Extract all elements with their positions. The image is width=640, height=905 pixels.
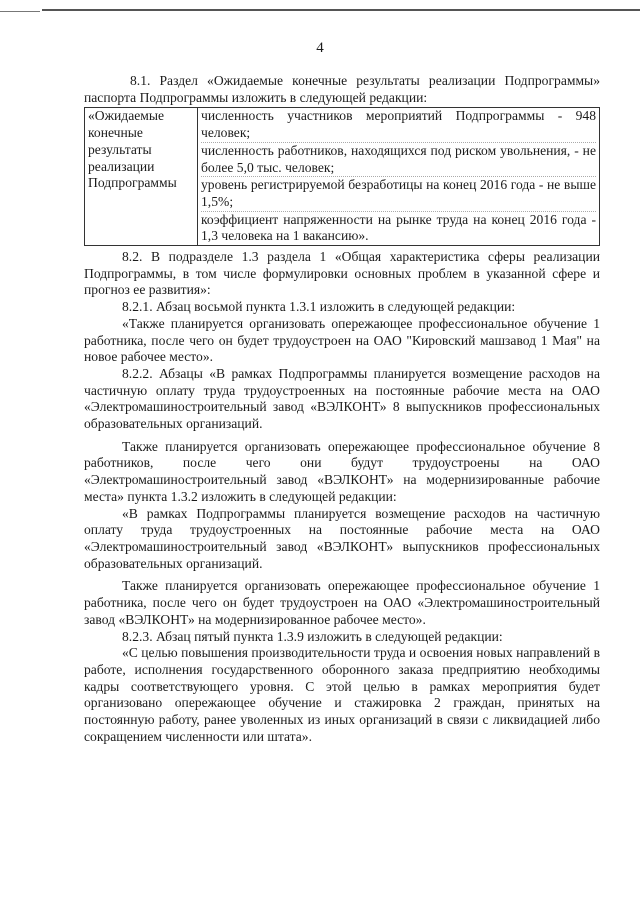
paragraph-8-2-1: 8.2.1. Абзац восьмой пункта 1.3.1 изложить в следующей редакции: — [122, 299, 516, 315]
quote-8-2-3: «С целью повышения производительности труда и освоения новых направлений в работе, исполнения государственного оборонного заказа предприятию необходимы кадры соответствующего уровня. С этой целью в рамках мероприятия будет организовано опережающее обучение и стажировка 2 граждан, принятых на постоянную работу, ранее уволенных из иных организаций в связи с ликвидацией либо сокращением численности или штата». — [84, 645, 601, 744]
paragraph-8-1: 8.1. Раздел «Ожидаемые конечные результаты реализации Подпрограммы» паспорта Подпрограммы изложить в следующей редакции: — [84, 73, 600, 105]
paragraph-8-2: 8.2. В подразделе 1.3 раздела 1 «Общая характеристика сферы реализации Подпрограммы, в том числе формулировки основных проблем в указанной сфере и прогноз ее развития»: — [84, 249, 600, 298]
table-item: численность работников, находящихся под риском увольнения, - не более 5,0 тыс. человек; — [201, 142, 596, 175]
table-values-cell — [198, 108, 600, 246]
quote-8-2-1: «Также планируется организовать опережающее профессиональное обучение 1 работника, после чего он будет трудоустроен на ОАО "Кировский машзавод 1 Мая" на новое рабочее место». — [84, 315, 600, 365]
header-rule — [42, 9, 640, 11]
passport-results-table — [84, 107, 600, 246]
table-label-cell: «Ожидаемые конечные результаты реализации Подпрограммы — [85, 108, 198, 246]
table-item: численность участников мероприятий Подпрограммы - 948 человек; — [201, 108, 596, 141]
document-body — [84, 73, 600, 745]
quote-8-2-2-b: Также планируется организовать опережающее профессиональное обучение 1 работника, после чего он будет трудоустроен на ОАО «Электромашиностроительный завод «ВЭЛКОНТ» на модернизированное рабочее место». — [84, 578, 600, 627]
page-number: 4 — [316, 40, 324, 56]
quote-8-2-2-a: «В рамках Подпрограммы планируется возмещение расходов на частичную оплату труда трудоустроенных на постоянные рабочие места на ОАО «Электромашиностроительный завод «ВЭЛКОНТ» выпускников профессиональных образовательных организаций. — [84, 505, 600, 571]
table-item: уровень регистрируемой безработицы на конец 2016 года - не выше 1,5%; — [201, 177, 596, 209]
paragraph-8-2-3: 8.2.3. Абзац пятый пункта 1.3.9 изложить в следующей редакции: — [122, 628, 503, 644]
table-item: коэффициент напряженности на рынке труда на конец 2016 года - 1,3 человека на 1 вакансию». — [201, 211, 596, 244]
header-rule-left — [0, 11, 40, 12]
paragraph-8-2-2: 8.2.2. Абзацы «В рамках Подпрограммы планируется возмещение расходов на частичную оплату труда трудоустроенных на постоянные рабочие места на ОАО «Электромашиностроительный завод «ВЭЛКОНТ» 8 выпускников профессиональных образовательных организаций. — [84, 365, 600, 432]
paragraph-8-2-2-b: Также планируется организовать опережающее профессиональное обучение 8 работников, после чего они будут трудоустроены на ОАО «Электромашиностроительный завод «ВЭЛКОНТ» на модернизированные рабочие места» пункта 1.3.2 изложить в следующей редакции: — [84, 438, 600, 504]
